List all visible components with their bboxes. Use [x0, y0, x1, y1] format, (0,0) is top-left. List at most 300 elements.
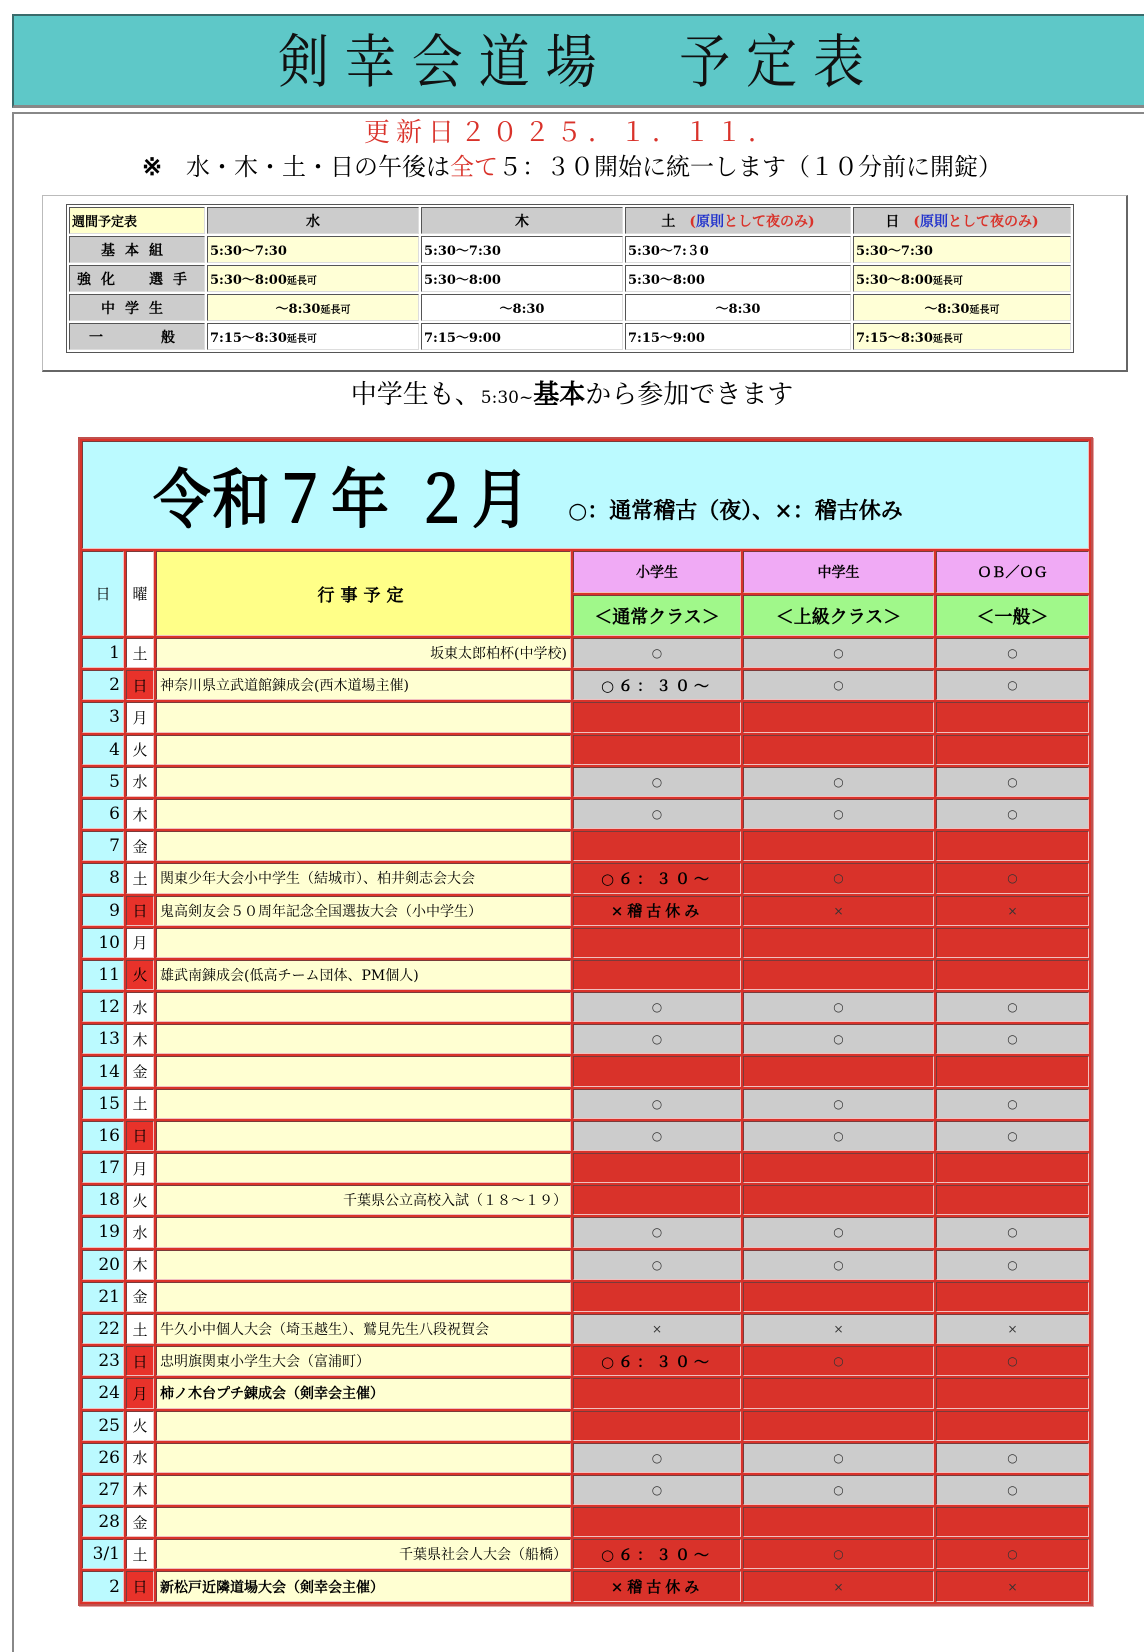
weekday-cell: 月	[126, 1378, 154, 1408]
elementary-practice-cell	[573, 1024, 741, 1054]
practice-status: ○	[651, 807, 663, 822]
time-range: 〜8:30	[924, 302, 970, 317]
elementary-practice-cell	[573, 1250, 741, 1280]
elementary-practice-cell	[573, 1089, 741, 1119]
ob-og-practice-cell	[936, 1024, 1089, 1054]
column-header-ob-og: ＯＢ／ＯＧ	[936, 551, 1089, 593]
date-cell: 3/1	[82, 1539, 124, 1569]
notice-text-emphasis: 全て	[450, 153, 499, 181]
elementary-practice-cell	[573, 702, 741, 732]
weekly-time-cell	[853, 323, 1071, 350]
extension-note: 延長可	[932, 334, 963, 345]
time-range: 5:30〜7:３0	[628, 244, 709, 259]
weekday-cell: 日	[126, 1571, 154, 1601]
weekday-cell: 月	[126, 702, 154, 732]
practice-status: ×	[1007, 1322, 1018, 1337]
weekly-corner-label: 週間予定表	[69, 207, 205, 234]
junior-high-practice-cell	[743, 1121, 934, 1151]
ob-og-practice-cell	[936, 1282, 1089, 1312]
weekday-cell: 土	[126, 638, 154, 668]
practice-status: ×	[833, 1579, 844, 1594]
event-cell	[156, 767, 571, 797]
weekday-cell: 木	[126, 1024, 154, 1054]
junior-high-practice-cell	[743, 896, 934, 926]
weekday-cell: 日	[126, 670, 154, 700]
junior-high-practice-cell	[743, 1443, 934, 1473]
ob-og-practice-cell	[936, 928, 1089, 958]
weekly-time-cell	[207, 236, 419, 263]
event-cell	[156, 1507, 571, 1537]
elementary-practice-cell	[573, 767, 741, 797]
practice-status: ○	[833, 1482, 844, 1497]
calendar-row	[82, 670, 1089, 700]
practice-status: ○	[833, 1257, 844, 1272]
weekly-row	[69, 323, 1071, 350]
calendar-row	[82, 1024, 1089, 1054]
weekday-cell: 金	[126, 1282, 154, 1312]
ob-og-practice-cell	[936, 831, 1089, 861]
practice-status: ○	[1007, 1000, 1018, 1015]
ob-og-practice-cell	[936, 638, 1089, 668]
calendar-row	[82, 831, 1089, 861]
date-cell: 13	[82, 1024, 124, 1054]
weekly-time-cell	[853, 294, 1071, 321]
calendar-row	[82, 767, 1089, 797]
weekday-cell: 火	[126, 1411, 154, 1441]
junior-high-practice-cell	[743, 1507, 934, 1537]
note-principle: 原則	[696, 213, 724, 230]
junior-high-practice-cell	[743, 1571, 934, 1601]
weekday-cell: 水	[126, 992, 154, 1022]
weekly-time-cell	[625, 265, 851, 292]
elementary-practice-cell	[573, 1571, 741, 1601]
practice-status: ○６：３０〜	[600, 676, 714, 695]
practice-status: ○	[651, 1000, 663, 1015]
practice-status: ○６：３０〜	[600, 1352, 714, 1371]
elementary-practice-cell	[573, 670, 741, 700]
date-cell: 4	[82, 735, 124, 765]
date-cell: 15	[82, 1089, 124, 1119]
junior-high-practice-cell	[743, 992, 934, 1022]
extension-note: 延長可	[969, 305, 1000, 316]
junior-high-practice-cell	[743, 1024, 934, 1054]
weekday-cell: 日	[126, 1121, 154, 1151]
weekly-row-label: 一 般	[69, 323, 205, 350]
note-bold: 基本	[533, 380, 586, 410]
weekly-day-header	[625, 207, 851, 234]
time-range: 〜8:30	[715, 302, 761, 317]
calendar-row	[82, 1346, 1089, 1376]
event-cell	[156, 1250, 571, 1280]
calendar-row	[82, 702, 1089, 732]
weekday-cell: 金	[126, 1056, 154, 1086]
column-header-day: 日	[82, 551, 124, 636]
weekday-cell: 火	[126, 1185, 154, 1215]
practice-status: ○	[833, 1000, 844, 1015]
elementary-practice-cell	[573, 1411, 741, 1441]
weekly-day-header	[207, 207, 419, 234]
event-cell	[156, 1282, 571, 1312]
notice-text-post: ５：３０開始に統一します（１０分前に開錠）	[498, 153, 1003, 181]
weekday-cell: 水	[126, 1443, 154, 1473]
event-cell: 新松戸近隣道場大会（剣幸会主催）	[156, 1571, 571, 1601]
date-cell: 5	[82, 767, 124, 797]
elementary-practice-cell	[573, 1314, 741, 1344]
ob-og-practice-cell	[936, 992, 1089, 1022]
practice-status: ×	[651, 1322, 663, 1337]
calendar-row	[82, 1507, 1089, 1537]
junior-high-practice-cell	[743, 735, 934, 765]
practice-status: ○６：３０〜	[600, 869, 714, 888]
note-night-only: として夜のみ)	[724, 213, 815, 230]
note-pre: 中学生も、	[350, 380, 481, 410]
elementary-practice-cell	[573, 1282, 741, 1312]
event-cell	[156, 1121, 571, 1151]
practice-status: ○	[651, 1257, 663, 1272]
event-cell: 関東少年大会小中学生（結城市）、柏井剣志会大会	[156, 863, 571, 893]
date-cell: 2	[82, 1571, 124, 1601]
event-cell	[156, 992, 571, 1022]
time-range: 5:30〜8:00	[424, 273, 501, 288]
weekday-cell: 金	[126, 831, 154, 861]
weekly-time-cell	[421, 323, 623, 350]
calendar-row	[82, 1571, 1089, 1601]
practice-status: ○	[1007, 1482, 1018, 1497]
extension-note: 延長可	[932, 276, 963, 287]
calendar-row	[82, 928, 1089, 958]
practice-status: ○	[1007, 646, 1018, 661]
elementary-practice-cell	[573, 1443, 741, 1473]
note-open: (	[689, 213, 696, 230]
elementary-practice-cell	[573, 960, 741, 990]
calendar-row	[82, 638, 1089, 668]
weekly-time-cell	[421, 294, 623, 321]
calendar-row	[82, 799, 1089, 829]
weekday-cell: 水	[126, 767, 154, 797]
date-cell: 17	[82, 1153, 124, 1183]
event-cell	[156, 735, 571, 765]
event-cell	[156, 1443, 571, 1473]
weekly-time-cell	[207, 294, 419, 321]
event-cell: 雄武南錬成会(低高チーム団体、PM個人)	[156, 960, 571, 990]
event-cell: 牛久小中個人大会（埼玉越生）、鷲見先生八段祝賀会	[156, 1314, 571, 1344]
date-cell: 2	[82, 670, 124, 700]
event-cell	[156, 799, 571, 829]
month-title-cell	[82, 441, 1089, 549]
elementary-practice-cell	[573, 928, 741, 958]
practice-status: ○	[1007, 1032, 1018, 1047]
date-cell: 8	[82, 863, 124, 893]
calendar-row	[82, 735, 1089, 765]
ob-og-practice-cell	[936, 1314, 1089, 1344]
date-cell: 27	[82, 1475, 124, 1505]
practice-status: ○	[833, 1450, 844, 1465]
date-cell: 19	[82, 1217, 124, 1247]
calendar-row	[82, 1089, 1089, 1119]
ob-og-practice-cell	[936, 1056, 1089, 1086]
class-header-advanced: ＜上級クラス＞	[743, 595, 934, 636]
ob-og-practice-cell	[936, 896, 1089, 926]
weekday-cell: 火	[126, 960, 154, 990]
ob-og-practice-cell	[936, 1443, 1089, 1473]
practice-status: ○	[651, 1225, 663, 1240]
weekly-time-cell	[207, 323, 419, 350]
event-cell	[156, 1024, 571, 1054]
practice-status: ○	[1007, 1096, 1018, 1111]
junior-high-practice-cell	[743, 960, 934, 990]
event-cell	[156, 1475, 571, 1505]
date-cell: 9	[82, 896, 124, 926]
junior-high-practice-cell	[743, 1378, 934, 1408]
ob-og-practice-cell	[936, 863, 1089, 893]
weekly-row	[69, 265, 1071, 292]
junior-high-practice-cell	[743, 1153, 934, 1183]
junior-high-practice-cell	[743, 638, 934, 668]
practice-status: ×	[833, 1322, 844, 1337]
date-cell: 28	[82, 1507, 124, 1537]
practice-status: ○	[651, 1096, 663, 1111]
calendar-row	[82, 1250, 1089, 1280]
practice-status: ○	[833, 807, 844, 822]
practice-status: ○	[651, 774, 663, 789]
time-range: 7:15〜9:00	[424, 331, 501, 346]
monthly-schedule-table	[78, 437, 1093, 1606]
date-cell: 22	[82, 1314, 124, 1344]
ob-og-practice-cell	[936, 960, 1089, 990]
practice-status: ○	[833, 1128, 844, 1143]
weekly-time-cell	[421, 236, 623, 263]
calendar-row	[82, 1056, 1089, 1086]
weekly-row	[69, 236, 1071, 263]
weekly-row-label: 強化 選手	[69, 265, 205, 292]
time-range: 5:30〜8:00	[210, 273, 287, 288]
event-cell	[156, 1089, 571, 1119]
ob-og-practice-cell	[936, 1153, 1089, 1183]
date-cell: 12	[82, 992, 124, 1022]
calendar-row	[82, 960, 1089, 990]
junior-high-practice-cell	[743, 702, 934, 732]
time-range: 7:15〜8:30	[210, 331, 287, 346]
time-range: 5:30〜7:30	[856, 244, 933, 259]
column-header-weekday: 曜	[126, 551, 154, 636]
elementary-practice-cell	[573, 1153, 741, 1183]
weekday-cell: 火	[126, 735, 154, 765]
junior-high-practice-cell	[743, 1475, 934, 1505]
ob-og-practice-cell	[936, 1121, 1089, 1151]
weekly-time-cell	[625, 323, 851, 350]
ob-og-practice-cell	[936, 1089, 1089, 1119]
elementary-practice-cell	[573, 1056, 741, 1086]
ob-og-practice-cell	[936, 735, 1089, 765]
weekly-row	[69, 294, 1071, 321]
event-cell: 神奈川県立武道館錬成会(西木道場主催)	[156, 670, 571, 700]
ob-og-practice-cell	[936, 767, 1089, 797]
weekday-cell: 月	[126, 928, 154, 958]
event-cell	[156, 831, 571, 861]
month-title: 令和７年 ２月	[153, 463, 532, 538]
practice-status: ○	[833, 1354, 844, 1369]
weekday-cell: 土	[126, 1089, 154, 1119]
practice-status: ○	[1007, 774, 1018, 789]
reference-mark-icon: ※	[141, 152, 163, 181]
junior-high-practice-cell	[743, 767, 934, 797]
calendar-row	[82, 1185, 1089, 1215]
time-range: 〜8:30	[499, 302, 545, 317]
weekday-cell: 日	[126, 896, 154, 926]
weekday-cell: 月	[126, 1153, 154, 1183]
date-cell: 26	[82, 1443, 124, 1473]
elementary-practice-cell	[573, 1507, 741, 1537]
date-cell: 18	[82, 1185, 124, 1215]
elementary-practice-cell	[573, 735, 741, 765]
practice-status: ○６：３０〜	[600, 1545, 714, 1564]
practice-status: ○	[1007, 807, 1018, 822]
event-cell: 坂東太郎柏杯(中学校)	[156, 638, 571, 668]
calendar-row	[82, 992, 1089, 1022]
ob-og-practice-cell	[936, 670, 1089, 700]
junior-high-practice-cell	[743, 928, 934, 958]
junior-high-practice-cell	[743, 1089, 934, 1119]
event-cell	[156, 1153, 571, 1183]
junior-high-practice-cell	[743, 799, 934, 829]
junior-high-practice-cell	[743, 1056, 934, 1086]
ob-og-practice-cell	[936, 799, 1089, 829]
practice-status: ×稽古休み	[610, 1578, 704, 1597]
note-time: 5:30~	[480, 388, 534, 408]
note-night-only: として夜のみ)	[948, 213, 1039, 230]
ob-og-practice-cell	[936, 1378, 1089, 1408]
extension-note: 延長可	[286, 334, 317, 345]
event-cell	[156, 1217, 571, 1247]
elementary-practice-cell	[573, 799, 741, 829]
ob-og-practice-cell	[936, 702, 1089, 732]
date-cell: 7	[82, 831, 124, 861]
practice-status: ○	[833, 1225, 844, 1240]
calendar-row	[82, 1153, 1089, 1183]
time-range: 7:15〜9:00	[628, 331, 705, 346]
date-cell: 21	[82, 1282, 124, 1312]
column-header-events: 行事予定	[156, 551, 571, 636]
event-cell: 忠明旗関東小学生大会（富浦町）	[156, 1346, 571, 1376]
weekly-time-cell	[853, 265, 1071, 292]
elementary-practice-cell	[573, 1539, 741, 1569]
practice-status: ○	[651, 1450, 663, 1465]
date-cell: 10	[82, 928, 124, 958]
title-banner	[12, 14, 1144, 108]
event-cell: 鬼高剣友会５０周年記念全国選抜大会（小中学生）	[156, 896, 571, 926]
note-principle: 原則	[920, 213, 948, 230]
note-post: から参加できます	[585, 380, 794, 410]
date-cell: 6	[82, 799, 124, 829]
calendar-row	[82, 1282, 1089, 1312]
practice-status: ○	[833, 1547, 844, 1562]
weekday-cell: 日	[126, 1346, 154, 1376]
junior-high-practice-cell	[743, 1314, 934, 1344]
calendar-row	[82, 1378, 1089, 1408]
practice-status: ○	[1007, 1547, 1018, 1562]
elementary-practice-cell	[573, 863, 741, 893]
practice-status: ○	[651, 1128, 663, 1143]
date-cell: 1	[82, 638, 124, 668]
junior-high-practice-cell	[743, 1282, 934, 1312]
time-range: 5:30〜8:00	[628, 273, 705, 288]
time-range: 7:15〜8:30	[856, 331, 933, 346]
practice-status: ○	[651, 1032, 663, 1047]
weekday-label: 土	[661, 213, 676, 230]
time-range: 5:30〜7:30	[210, 244, 287, 259]
junior-high-practice-cell	[743, 670, 934, 700]
elementary-practice-cell	[573, 1217, 741, 1247]
elementary-practice-cell	[573, 831, 741, 861]
elementary-practice-cell	[573, 992, 741, 1022]
practice-status: ○	[833, 646, 844, 661]
elementary-practice-cell	[573, 638, 741, 668]
weekday-cell: 木	[126, 1475, 154, 1505]
weekday-label: 木	[515, 213, 529, 230]
weekday-cell: 木	[126, 799, 154, 829]
event-cell: 柿ノ木台プチ錬成会（剣幸会主催）	[156, 1378, 571, 1408]
class-header-general: ＜一般＞	[936, 595, 1089, 636]
event-cell: 千葉県社会人大会（船橋）	[156, 1539, 571, 1569]
notice-text-pre: 水・木・土・日の午後は	[186, 153, 451, 181]
junior-high-practice-cell	[743, 1346, 934, 1376]
calendar-row	[82, 1539, 1089, 1569]
elementary-practice-cell	[573, 1121, 741, 1151]
junior-high-practice-cell	[743, 831, 934, 861]
elementary-practice-cell	[573, 1475, 741, 1505]
practice-status: ○	[1007, 1354, 1018, 1369]
weekday-label: 日	[885, 213, 900, 230]
weekly-day-header	[421, 207, 623, 234]
practice-status: ○	[651, 646, 663, 661]
practice-status: ○	[651, 1482, 663, 1497]
junior-high-practice-cell	[743, 1411, 934, 1441]
practice-status: ○	[1007, 1257, 1018, 1272]
practice-status: ○	[833, 1032, 844, 1047]
page-title: 剣幸会道場 予定表	[278, 28, 880, 96]
schedule-notice	[0, 152, 1144, 182]
practice-status: ○	[833, 774, 844, 789]
class-header-regular: ＜通常クラス＞	[573, 595, 741, 636]
date-cell: 24	[82, 1378, 124, 1408]
calendar-row	[82, 1314, 1089, 1344]
calendar-row	[82, 1217, 1089, 1247]
ob-og-practice-cell	[936, 1539, 1089, 1569]
elementary-practice-cell	[573, 1185, 741, 1215]
event-cell	[156, 1056, 571, 1086]
weekly-time-cell	[207, 265, 419, 292]
date-cell: 25	[82, 1411, 124, 1441]
practice-status: ○	[833, 678, 844, 693]
calendar-row	[82, 1121, 1089, 1151]
weekly-time-cell	[421, 265, 623, 292]
extension-note: 延長可	[286, 276, 317, 287]
calendar-row	[82, 1443, 1089, 1473]
event-cell	[156, 1411, 571, 1441]
weekday-cell: 水	[126, 1217, 154, 1247]
elementary-practice-cell	[573, 1378, 741, 1408]
weekly-time-cell	[625, 236, 851, 263]
event-cell: 千葉県公立高校入試（１８〜１９）	[156, 1185, 571, 1215]
ob-og-practice-cell	[936, 1475, 1089, 1505]
weekly-row-label: 基本組	[69, 236, 205, 263]
time-range: 〜8:30	[275, 302, 321, 317]
calendar-row	[82, 1475, 1089, 1505]
ob-og-practice-cell	[936, 1217, 1089, 1247]
practice-status: ×	[1007, 1579, 1018, 1594]
junior-high-practice-cell	[743, 1539, 934, 1569]
elementary-practice-cell	[573, 896, 741, 926]
